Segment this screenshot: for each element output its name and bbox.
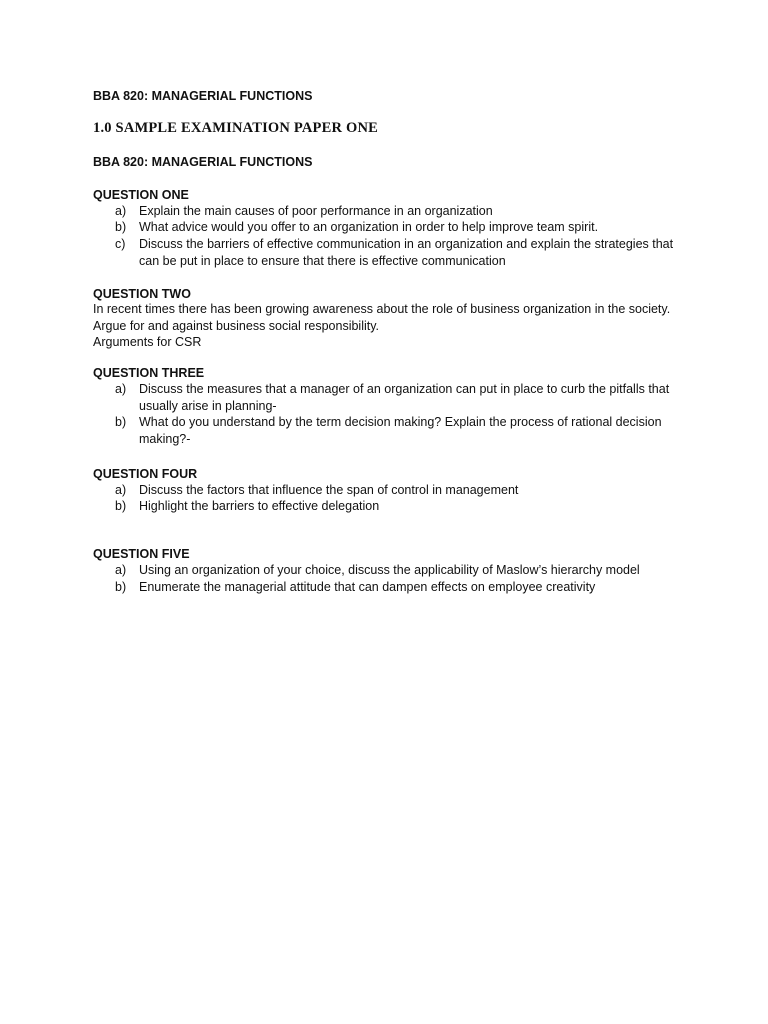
- question-one-item-c: [115, 236, 685, 269]
- question-three-item-b: [115, 414, 685, 447]
- item-text: What do you understand by the term decision making? Explain the process of rational decision making?-: [139, 415, 662, 446]
- item-marker: b): [115, 499, 127, 513]
- item-marker: b): [115, 415, 127, 429]
- item-marker: b): [115, 580, 127, 594]
- course-subheading: BBA 820: MANAGERIAL FUNCTIONS: [93, 155, 313, 169]
- item-text: Explain the main causes of poor performance in an organization: [139, 204, 493, 218]
- item-marker: b): [115, 220, 127, 234]
- question-one-item-a: [115, 203, 685, 220]
- item-text: Highlight the barriers to effective delegation: [139, 499, 380, 513]
- question-one-item-b: [115, 219, 685, 236]
- item-text: What advice would you offer to an organization in order to help improve team spirit.: [139, 220, 599, 234]
- question-four-title: QUESTION FOUR: [93, 467, 198, 481]
- question-two-note: Arguments for CSR: [93, 335, 202, 349]
- item-text: Discuss the barriers of effective communication in an organization and explain the strategies that can be put in place to ensure that there is effective communication: [139, 237, 674, 268]
- question-one-title: QUESTION ONE: [93, 188, 189, 202]
- question-five-item-b: [115, 579, 685, 596]
- question-four-item-a: [115, 482, 685, 499]
- question-four-item-b: [115, 498, 685, 515]
- item-marker: c): [115, 237, 126, 251]
- question-three-title: QUESTION THREE: [93, 366, 205, 380]
- item-marker: a): [115, 563, 127, 577]
- question-five-item-a: [115, 562, 685, 579]
- question-three-item-a: [115, 381, 685, 414]
- item-text: Discuss the factors that influence the span of control in management: [139, 483, 519, 497]
- item-text: Discuss the measures that a manager of an organization can put in place to curb the pitfalls that usually arise in planning-: [139, 382, 670, 413]
- question-two-paragraph: In recent times there has been growing awareness about the role of business organization in the society. Argue for and against business social responsibility.: [93, 302, 671, 333]
- question-two-title: QUESTION TWO: [93, 287, 191, 301]
- item-marker: a): [115, 483, 127, 497]
- item-marker: a): [115, 204, 127, 218]
- item-marker: a): [115, 382, 127, 396]
- course-heading: BBA 820: MANAGERIAL FUNCTIONS: [93, 89, 313, 103]
- paper-title: 1.0 SAMPLE EXAMINATION PAPER ONE: [93, 120, 378, 136]
- question-five-title: QUESTION FIVE: [93, 547, 190, 561]
- item-text: Using an organization of your choice, discuss the applicability of Maslow’s hierarchy model: [139, 563, 640, 577]
- item-text: Enumerate the managerial attitude that can dampen effects on employee creativity: [139, 580, 596, 594]
